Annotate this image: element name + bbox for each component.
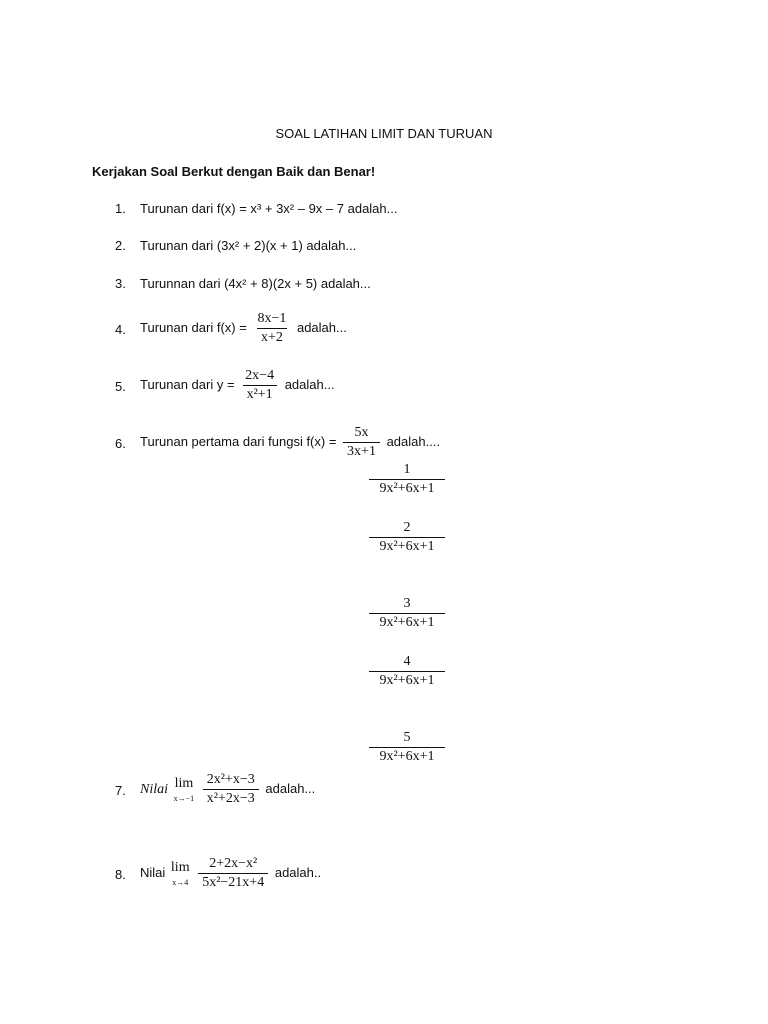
fraction-denominator: 5x²−21x+4 (198, 873, 268, 891)
question-5-number: 5. (115, 379, 126, 394)
question-6-fraction (343, 425, 380, 460)
option-3-fraction (371, 596, 443, 631)
limit-operator (174, 776, 195, 803)
fraction-numerator: 2x−4 (245, 368, 275, 383)
question-7-prefix: Nilai (140, 781, 169, 797)
question-2-text: Turunan dari (3x² + 2)(x + 1) adalah... (140, 238, 357, 253)
limit-label: lim (170, 860, 190, 875)
question-5-prefix: Turunan dari y = (140, 376, 235, 392)
limit-subscript: x→4 (172, 878, 189, 887)
question-7-fraction (203, 772, 259, 807)
fraction-numerator: 2x²+x−3 (206, 772, 255, 787)
question-7-number: 7. (115, 783, 126, 798)
fraction-numerator: 4 (403, 654, 411, 669)
fraction-numerator: 2 (403, 520, 411, 535)
question-6 (140, 425, 440, 460)
fraction-denominator: x²+2x−3 (203, 789, 259, 807)
fraction-denominator: x²+1 (243, 385, 277, 403)
question-4 (140, 311, 347, 346)
question-8-number: 8. (115, 867, 126, 882)
fraction-denominator: 9x²+6x+1 (369, 671, 445, 689)
question-3-number: 3. (115, 276, 126, 291)
question-5-suffix: adalah... (284, 376, 335, 392)
option-1-fraction (371, 462, 443, 497)
fraction-numerator: 3 (403, 596, 411, 611)
question-7 (140, 772, 315, 807)
option-4 (371, 654, 443, 689)
option-5-fraction (371, 730, 443, 765)
question-5 (140, 368, 335, 403)
option-3 (371, 596, 443, 631)
fraction-numerator: 5x (354, 425, 369, 440)
option-4-fraction (371, 654, 443, 689)
question-1-text: Turunan dari f(x) = x³ + 3x² – 9x – 7 adalah... (140, 201, 398, 216)
fraction-denominator: 9x²+6x+1 (369, 747, 445, 765)
question-4-fraction (253, 311, 290, 346)
question-4-suffix: adalah... (296, 319, 347, 335)
question-7-suffix: adalah... (265, 780, 316, 796)
question-8-prefix: Nilai (140, 864, 166, 880)
fraction-numerator: 8x−1 (257, 311, 287, 326)
instruction: Kerjakan Soal Berkut dengan Baik dan Benar! (92, 164, 376, 179)
page-title: SOAL LATIHAN LIMIT DAN TURUAN (275, 126, 493, 141)
question-2-number: 2. (115, 238, 126, 253)
fraction-denominator: 9x²+6x+1 (369, 537, 445, 555)
question-6-prefix: Turunan pertama dari fungsi f(x) = (140, 433, 337, 449)
question-8-suffix: adalah.. (274, 864, 322, 880)
question-4-number: 4. (115, 322, 126, 337)
option-2 (371, 520, 443, 555)
question-3-text: Turunnan dari (4x² + 8)(2x + 5) adalah... (140, 276, 371, 291)
option-1 (371, 462, 443, 497)
fraction-denominator: 9x²+6x+1 (369, 479, 445, 497)
option-2-fraction (371, 520, 443, 555)
question-1-number: 1. (115, 201, 126, 216)
question-6-suffix: adalah.... (386, 433, 441, 449)
limit-operator (171, 860, 190, 887)
limit-subscript: x→−1 (173, 794, 195, 803)
limit-label: lim (174, 776, 194, 791)
question-8 (140, 856, 321, 891)
question-4-prefix: Turunan dari f(x) = (140, 319, 247, 335)
question-5-fraction (241, 368, 278, 403)
option-5 (371, 730, 443, 765)
fraction-numerator: 5 (403, 730, 411, 745)
fraction-numerator: 2+2x−x² (209, 856, 258, 871)
fraction-denominator: 9x²+6x+1 (369, 613, 445, 631)
fraction-numerator: 1 (403, 462, 411, 477)
fraction-denominator: x+2 (257, 328, 287, 346)
question-8-fraction (198, 856, 268, 891)
question-6-number: 6. (115, 436, 126, 451)
fraction-denominator: 3x+1 (343, 442, 380, 460)
